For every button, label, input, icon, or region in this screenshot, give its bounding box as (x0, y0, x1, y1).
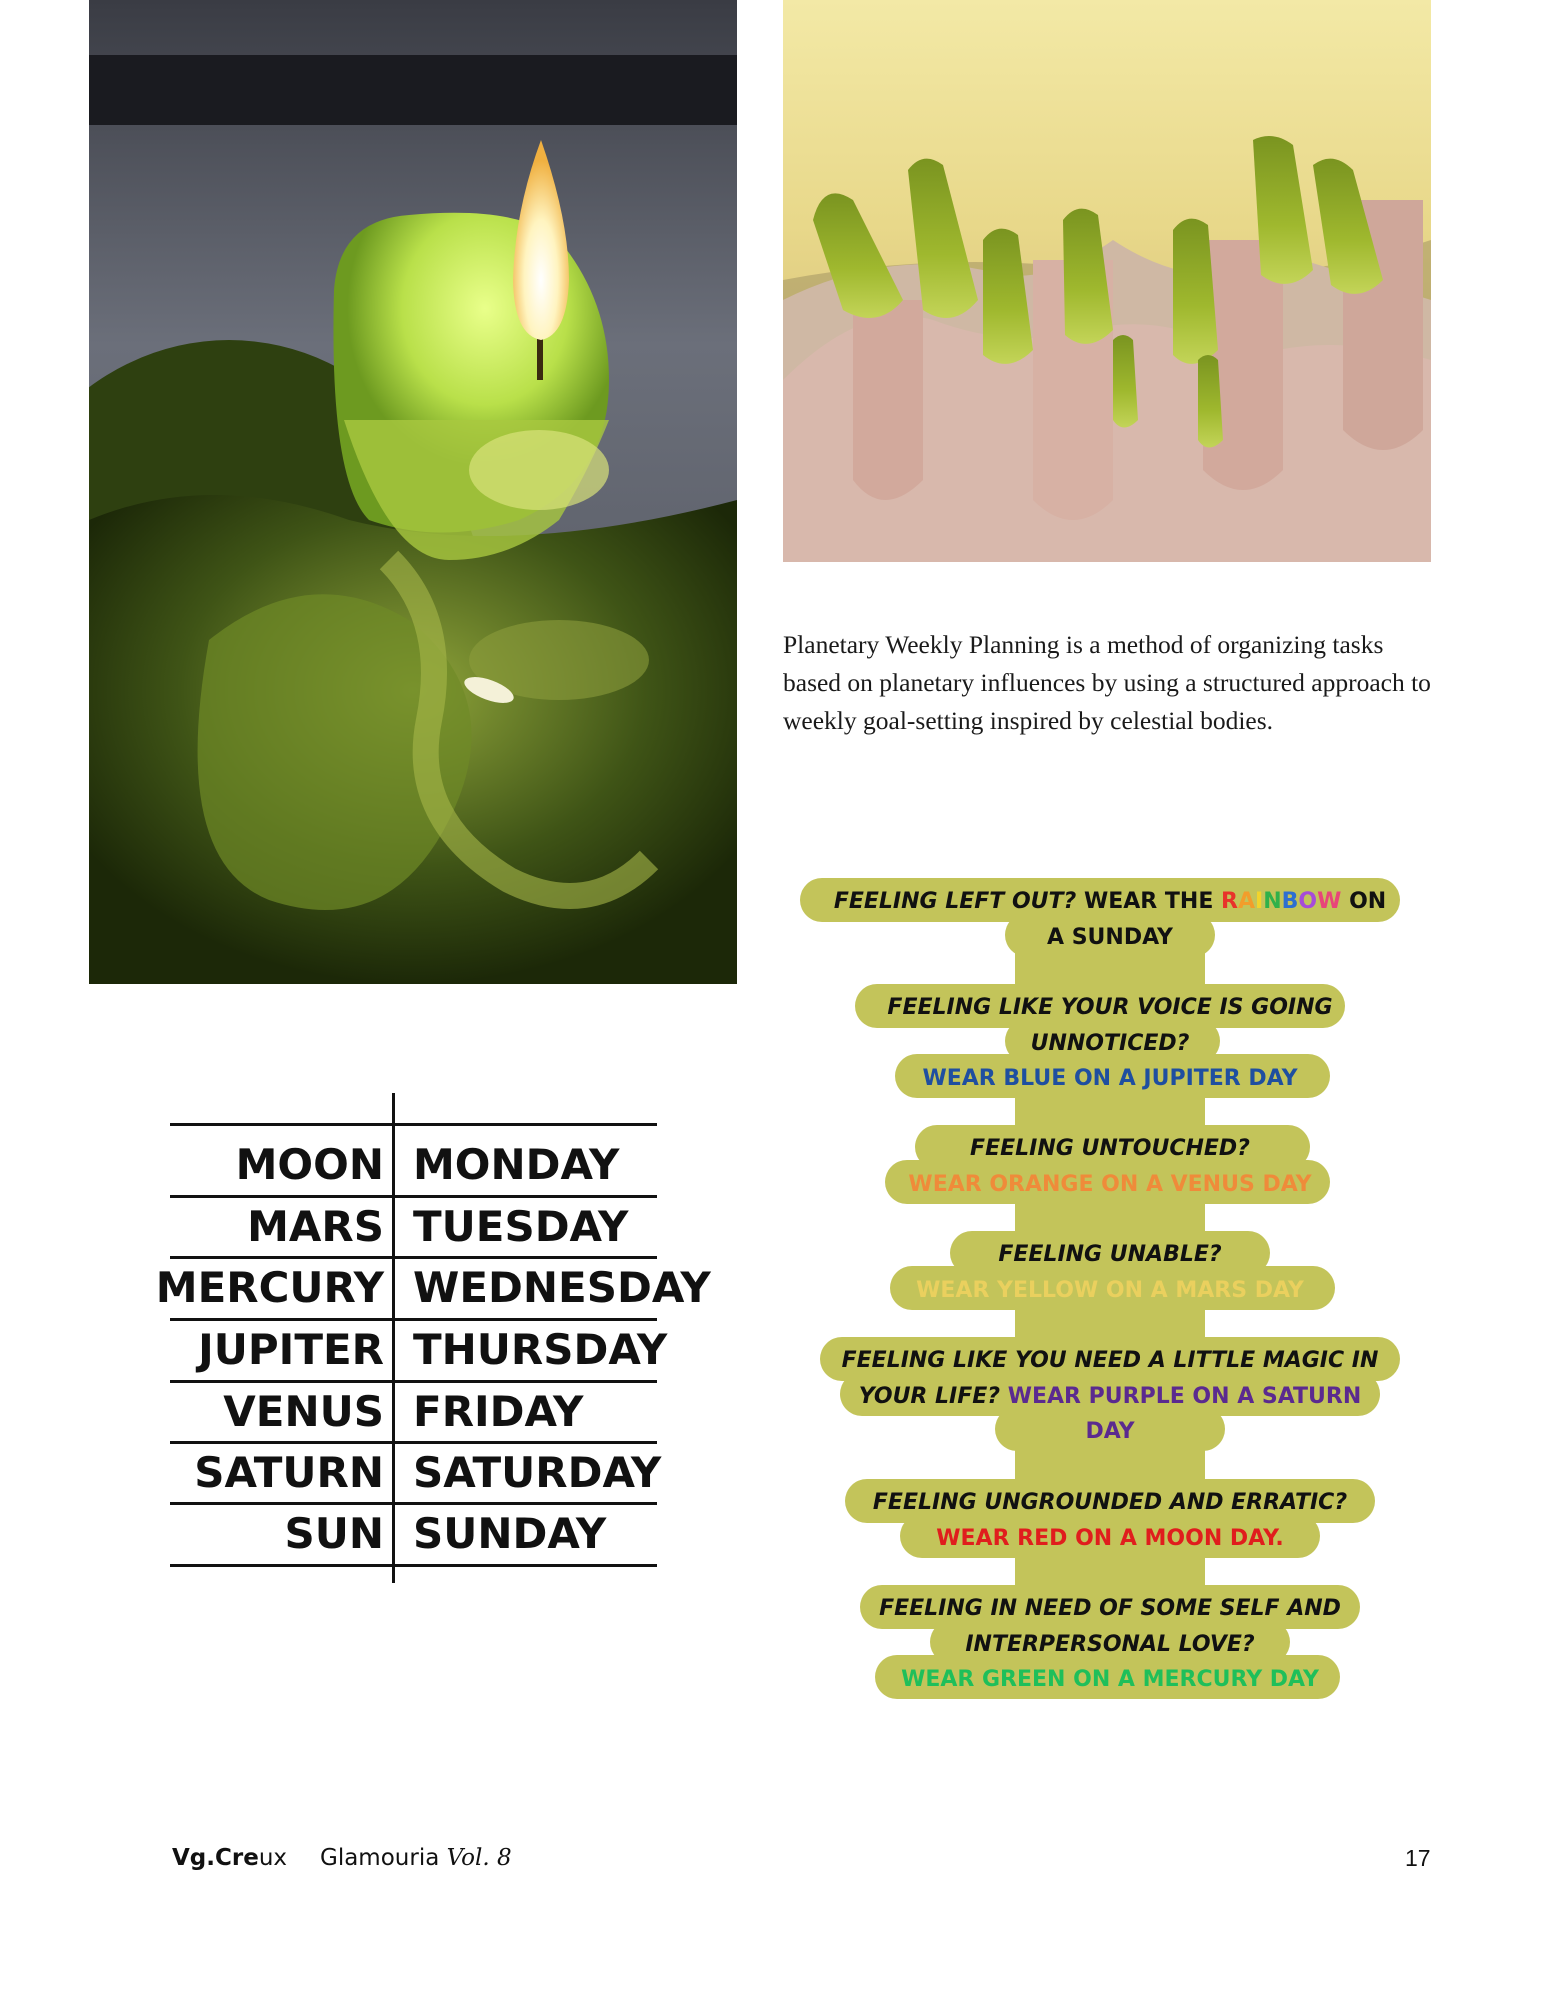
advice-block-saturn (780, 1343, 1440, 1450)
advice-question: FEELING LEFT OUT? (833, 889, 1077, 914)
table-divider (392, 1093, 395, 1583)
advice-block-venus (780, 1131, 1440, 1202)
rainbow-letter: B (1281, 889, 1299, 914)
table-planet: MERCURY (155, 1263, 384, 1312)
rainbow-letter: I (1255, 889, 1264, 914)
advice-answer: WEAR GREEN ON A MERCURY DAY (901, 1667, 1319, 1692)
table-planet: SATURN (194, 1448, 384, 1497)
advice-block-jupiter (780, 990, 1440, 1097)
advice-answer: WEAR YELLOW ON A MARS DAY (916, 1277, 1304, 1303)
green-nails-icon (783, 0, 1431, 562)
advice-answer: WEAR ORANGE ON A VENUS DAY (908, 1171, 1312, 1197)
page-footer (0, 1845, 1545, 1885)
advice-answer: A SUNDAY (1047, 924, 1173, 950)
advice-answer: ON (1349, 889, 1387, 914)
advice-answer: WEAR PURPLE ON A SATURN (1007, 1383, 1362, 1409)
planet-day-table (140, 1093, 710, 1583)
advice-answer: WEAR BLUE ON A JUPITER DAY (922, 1066, 1298, 1091)
advice-answer: WEAR RED ON A MOON DAY. (936, 1525, 1284, 1551)
footer-magazine: Glamouria Vol. 8 (320, 1845, 512, 1871)
rainbow-letter: R (1221, 889, 1238, 914)
table-day: SATURDAY (413, 1448, 662, 1497)
table-planet: MOON (235, 1140, 384, 1189)
table-rule (170, 1564, 657, 1567)
advice-question: INTERPERSONAL LOVE? (965, 1631, 1255, 1657)
nails-photo (783, 0, 1431, 562)
table-day: SUNDAY (413, 1509, 607, 1558)
advice-question: FEELING LIKE YOU NEED A LITTLE MAGIC IN (841, 1348, 1379, 1373)
rainbow-letter: W (1317, 889, 1342, 914)
table-planet: VENUS (223, 1387, 384, 1436)
rainbow-letter: A (1237, 889, 1256, 914)
table-day: THURSDAY (413, 1325, 668, 1374)
advice-question: FEELING UNABLE? (998, 1242, 1222, 1267)
intro-paragraph: Planetary Weekly Planning is a method of organizing tasks based on planetary influences by using a structured approach to weekly goal-setting inspired by celestial bodies. (783, 630, 1431, 735)
rainbow-letter: O (1298, 889, 1318, 914)
footer-brand: Vg.Creux (172, 1845, 288, 1871)
advice-question: FEELING IN NEED OF SOME SELF AND (879, 1596, 1341, 1621)
advice-block-sunday (780, 884, 1440, 955)
candle-photo (89, 0, 737, 984)
advice-question: FEELING UNGROUNDED AND ERRATIC? (872, 1490, 1348, 1515)
table-planet: MARS (247, 1202, 384, 1251)
advice-question: UNNOTICED? (1030, 1030, 1190, 1056)
table-day: TUESDAY (413, 1202, 629, 1251)
advice-answer: WEAR THE (1083, 889, 1214, 914)
table-day: MONDAY (413, 1140, 620, 1189)
table-planet: SUN (284, 1509, 384, 1558)
advice-block-mercury (780, 1591, 1440, 1698)
advice-block-mars (780, 1237, 1440, 1308)
advice-question: FEELING UNTOUCHED? (970, 1136, 1250, 1161)
advice-answer: DAY (1085, 1419, 1135, 1444)
table-rule (170, 1123, 657, 1126)
color-advice-bubbles (780, 860, 1440, 1710)
rainbow-word (1221, 889, 1341, 914)
green-candle-icon (89, 0, 737, 984)
advice-question: YOUR LIFE? (858, 1383, 1001, 1409)
page-number: 17 (1405, 1845, 1431, 1871)
table-planet: JUPITER (198, 1325, 384, 1374)
advice-question: FEELING LIKE YOUR VOICE IS GOING (887, 995, 1333, 1020)
rainbow-letter: N (1263, 889, 1282, 914)
table-day: WEDNESDAY (413, 1263, 711, 1312)
advice-block-moon (780, 1485, 1440, 1556)
table-day: FRIDAY (413, 1387, 584, 1436)
